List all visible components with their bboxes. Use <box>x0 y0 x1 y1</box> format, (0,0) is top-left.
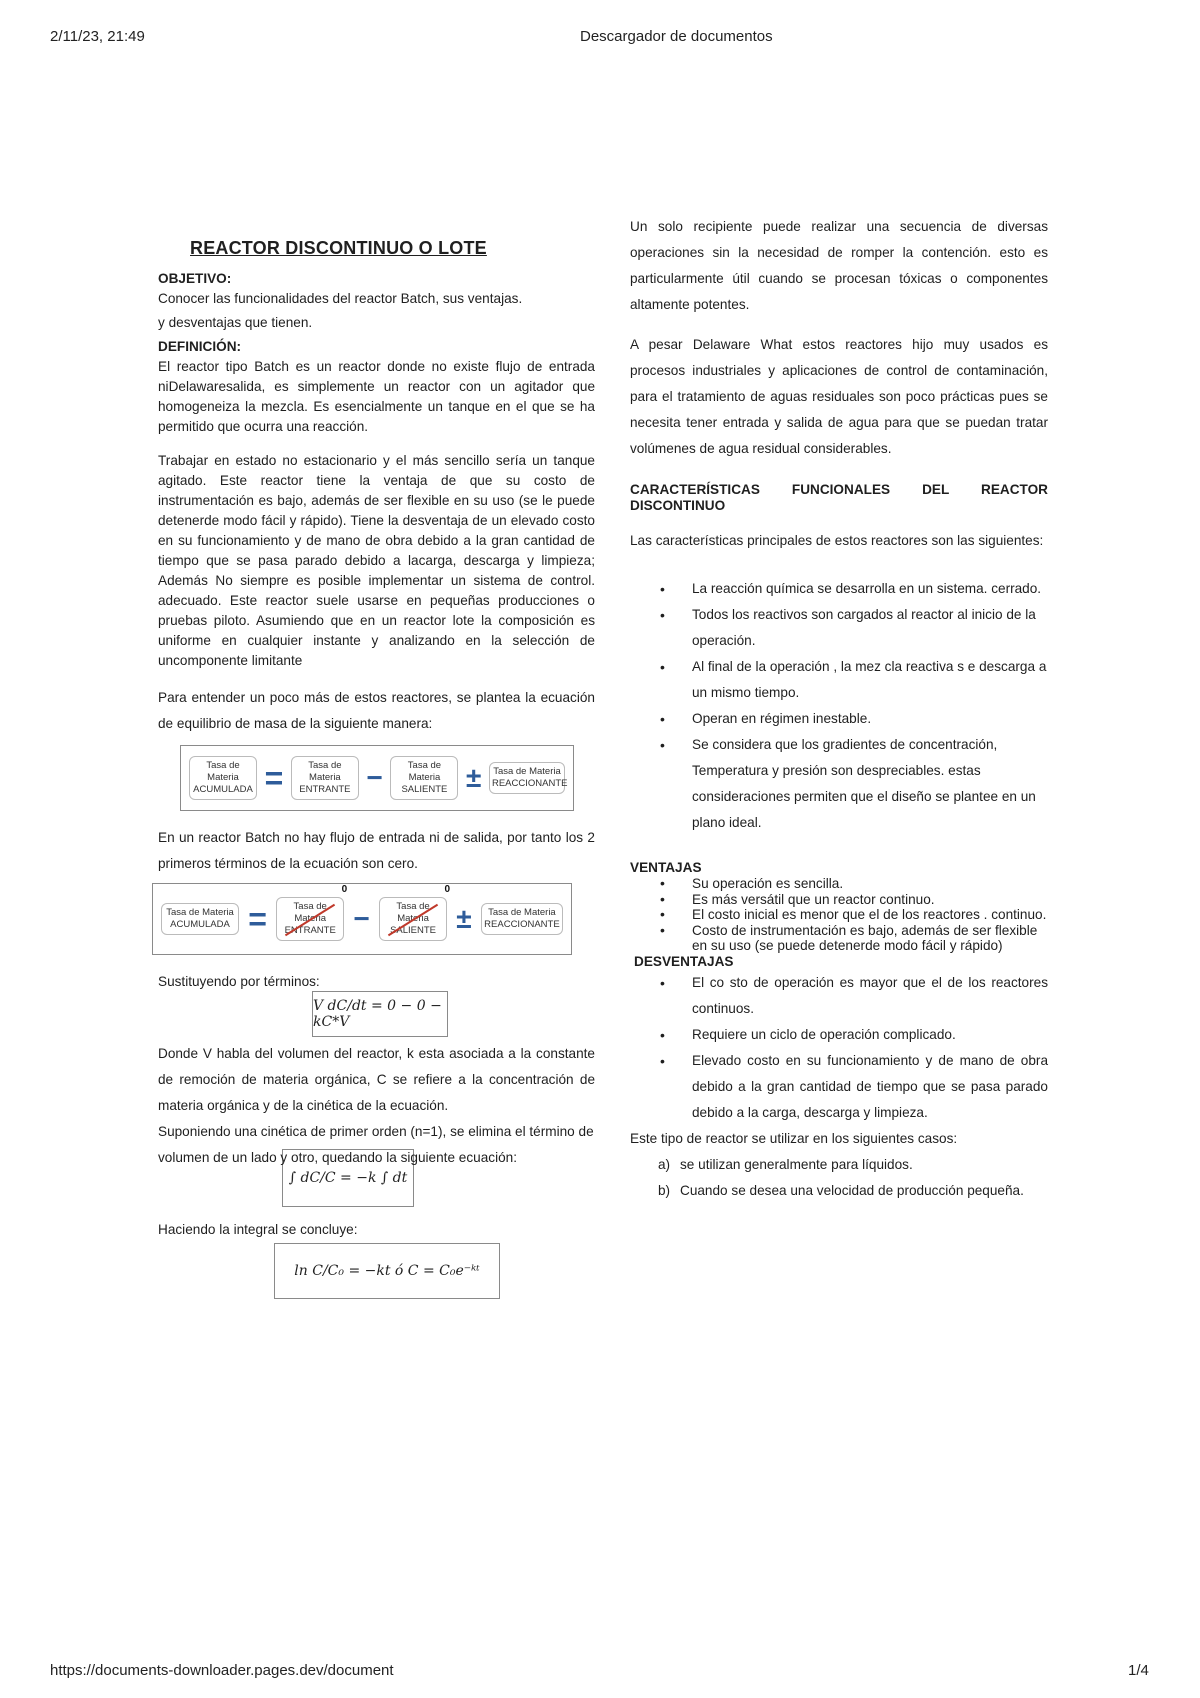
print-datetime: 2/11/23, 21:49 <box>50 28 145 45</box>
box-saliente: Tasa de Materia SALIENTE <box>390 756 458 800</box>
list-item: • Su operación es sencilla. <box>660 876 1048 892</box>
list-item: • Requiere un ciclo de operación complicado. <box>660 1022 1048 1048</box>
list-item: • Es más versátil que un reactor continuo. <box>660 892 1048 908</box>
plus-minus-icon: ± <box>466 762 482 793</box>
trabajar-paragraph: Trabajar en estado no estacionario y el más sencillo sería un tanque agitado. Este reactor tiene la ventaja de que su costo de instrumentación es bajo, además de ser flexible en su uso (se le puede detenerde modo fácil y rápido). Tiene la desventaja de un elevado costo en su funcionamiento y de mano de obra debido a la gran cantidad de tiempo que se pasa parado debido a lacarga, descarga y limpieza; Además No siempre es posible implementar un sistema de control. adecuado. Este reactor suele usarse en pequeñas producciones o pruebas piloto. Asumiendo que en un reactor lote la composición es uniforme en cualquier instante y analizando en la selección de uncomponente limitante <box>158 453 595 668</box>
right-column <box>630 214 1048 1204</box>
caracteristicas-title: CARACTERÍSTICAS FUNCIONALES DEL REACTOR DISCONTINUO <box>630 482 1048 513</box>
list-marker: b) <box>658 1182 671 1198</box>
box-saliente-crossed <box>379 884 451 941</box>
formula-solution: ln C/C₀ = −kt ó C = C₀e⁻ᵏᵗ <box>274 1243 500 1299</box>
pesar-paragraph: A pesar Delaware What estos reactores hijo muy usados es procesos industriales y aplicaciones de control de contaminación, para el tratamiento de aguas residuales son poco prácticas pues se necesita tener entrada y salida de agua para que se puedan tratar volúmenes de agua residual considerables. <box>630 337 1048 456</box>
desventajas-title: DESVENTAJAS <box>634 953 734 969</box>
list-item: • Al final de la operación , la mez cla reactiva s e descarga a un mismo tiempo. <box>660 654 1048 706</box>
list-item: • Elevado costo en su funcionamiento y de mano de obra debido a la gran cantidad de tiempo que se pasa parado debido a la carga, descarga y limpieza. <box>660 1048 1048 1126</box>
list-item: • Todos los reactivos son cargados al reactor al inicio de la operación. <box>660 602 1048 654</box>
zero-mark: 0 <box>341 884 348 895</box>
donde-paragraph: Donde V habla del volumen del reactor, k esta asociada a la constante de remoción de materia orgánica, C se refiere a la concentración de materia orgánica y de la cinética de la ecuación. <box>158 1046 595 1113</box>
caracteristicas-intro: Las características principales de estos reactores son las siguientes: <box>630 533 1044 548</box>
box-entrante-crossed <box>276 884 348 941</box>
box-reaccionante: Tasa de Materia REACCIONANTE <box>489 762 565 794</box>
document-title: REACTOR DISCONTINUO O LOTE <box>190 238 487 258</box>
definicion-label: DEFINICIÓN: <box>158 339 242 354</box>
desventajas-list <box>630 970 1048 1126</box>
list-item: • La reacción química se desarrolla en un sistema. cerrado. <box>660 576 1048 602</box>
list-item <box>658 1178 1048 1204</box>
batch-paragraph: En un reactor Batch no hay flujo de entrada ni de salida, por tanto los 2 primeros términos de la ecuación son cero. <box>158 830 595 871</box>
left-column <box>158 238 595 1299</box>
haciendo-label: Haciendo la integral se concluye: <box>158 1222 358 1237</box>
minus-icon: − <box>353 903 370 934</box>
definicion-text: El reactor tipo Batch es un reactor donde no existe flujo de entrada niDelawaresalida, es simplemente un reactor con un agitador que homogeneiza la mezcla. Es esencialmente un tanque en el que se ha permitido que ocurra una reacción. <box>158 359 595 434</box>
suponiendo-paragraph: Suponiendo una cinética de primer orden (n=1), se elimina el término de volumen de un lado y otro, quedando la siguiente ecuación: <box>158 1124 594 1165</box>
box-entrante: Tasa de Materia ENTRANTE <box>291 756 359 800</box>
print-page-number: 1/4 <box>1128 1662 1149 1679</box>
casos-list <box>630 1152 1048 1204</box>
box-saliente-label: Tasa de Materia SALIENTE <box>390 901 437 936</box>
print-url: https://documents-downloader.pages.dev/document <box>50 1662 394 1679</box>
list-item-text: Cuando se desea una velocidad de producción pequeña. <box>680 1182 1024 1198</box>
recipiente-paragraph: Un solo recipiente puede realizar una secuencia de diversas operaciones sin la necesidad de romper la contención. esto es particularmente útil cuando se procesan tóxicas o componentes altamente potentes. <box>630 219 1048 312</box>
casos-intro: Este tipo de reactor se utilizar en los siguientes casos: <box>630 1130 958 1146</box>
zero-mark: 0 <box>444 884 451 895</box>
mass-balance-diagram <box>180 745 574 811</box>
print-page-title: Descargador de documentos <box>580 28 773 45</box>
sustituyendo-label: Sustituyendo por términos: <box>158 974 320 989</box>
list-item <box>658 1152 1048 1178</box>
caracteristicas-list <box>630 576 1048 836</box>
list-item: • El co sto de operación es mayor que el de los reactores continuos. <box>660 970 1048 1022</box>
plus-minus-icon: ± <box>456 903 472 934</box>
list-item: • El costo inicial es menor que el de los reactores . continuo. <box>660 907 1048 923</box>
list-item-text: se utilizan generalmente para líquidos. <box>680 1156 913 1172</box>
formula-differential: V dC/dt = 0 − 0 − kC*V <box>312 991 448 1037</box>
ventajas-title: VENTAJAS <box>630 860 702 875</box>
equals-icon: = <box>264 760 284 796</box>
box-acumulada: Tasa de Materia ACUMULADA <box>161 903 239 935</box>
entender-paragraph: Para entender un poco más de estos reactores, se plantea la ecuación de equilibrio de masa de la siguiente manera: <box>158 690 595 731</box>
list-item: • Operan en régimen inestable. <box>660 706 1048 732</box>
equals-icon: = <box>248 901 267 937</box>
box-acumulada: Tasa de Materia ACUMULADA <box>189 756 257 800</box>
objetivo-line-2: y desventajas que tienen. <box>158 315 313 330</box>
objetivo-label: OBJETIVO: <box>158 271 232 286</box>
minus-icon: − <box>366 762 383 793</box>
box-reaccionante: Tasa de Materia REACCIONANTE <box>481 903 563 935</box>
list-item: • Costo de instrumentación es bajo, además de ser flexible en su uso (se puede detenerde modo fácil y rápido) <box>660 923 1048 954</box>
batch-balance-diagram <box>152 883 572 955</box>
ventajas-list <box>630 876 1048 954</box>
box-entrante-label: Tasa de Materia ENTRANTE <box>284 901 336 936</box>
list-item: • Se considera que los gradientes de concentración, Temperatura y presión son despreciables. estas consideraciones permiten que el diseño se plantee en un plano ideal. <box>660 732 1048 836</box>
objetivo-line-1: Conocer las funcionalidades del reactor Batch, sus ventajas. <box>158 291 523 306</box>
list-marker: a) <box>658 1156 671 1172</box>
formula-integral: ∫ dC/C = −k ∫ dt <box>282 1149 414 1207</box>
